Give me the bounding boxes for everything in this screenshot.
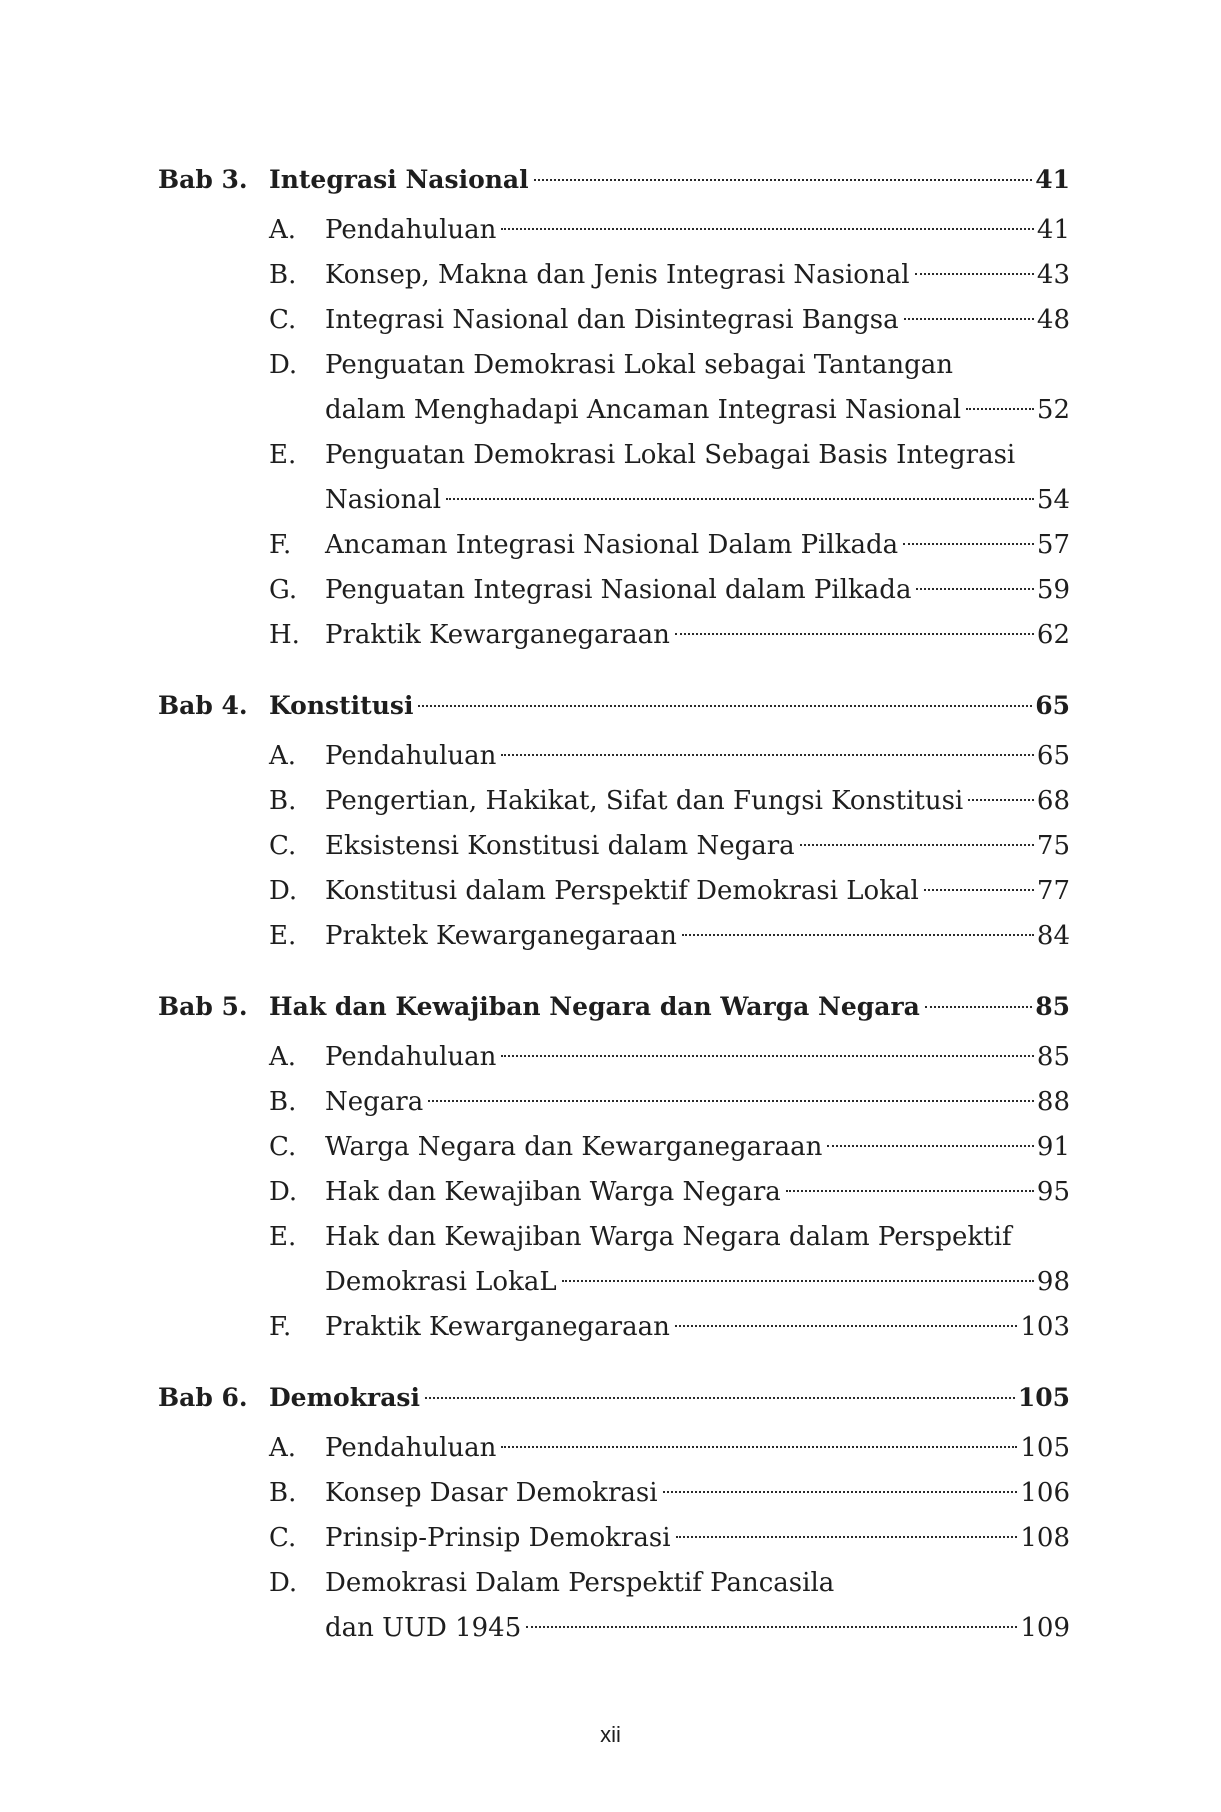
section-page: 52 xyxy=(1036,395,1070,425)
section-page: 59 xyxy=(1036,575,1070,605)
section-title: dalam Menghadapi Ancaman Integrasi Nasional xyxy=(325,395,962,425)
section-title-row xyxy=(325,523,1070,568)
section-body xyxy=(325,1170,1070,1215)
section-body xyxy=(325,914,1070,959)
section-entry xyxy=(158,779,1070,824)
section-letter: F. xyxy=(269,1312,292,1342)
section-title: Konsep Dasar Demokrasi xyxy=(325,1478,658,1508)
section-title-row xyxy=(325,1260,1070,1305)
dot-leader xyxy=(425,1397,1015,1399)
section-title-row xyxy=(325,1305,1070,1350)
dot-leader xyxy=(428,1100,1034,1102)
dot-leader xyxy=(915,273,1034,275)
section-title: Prinsip-Prinsip Demokrasi xyxy=(325,1523,671,1553)
section-body xyxy=(325,1035,1070,1080)
section-title-row xyxy=(325,914,1070,959)
section-title: Praktik Kewarganegaraan xyxy=(325,1312,670,1342)
section-title-row xyxy=(325,1606,1070,1651)
section-body xyxy=(325,1080,1070,1125)
section-body xyxy=(325,1561,1070,1651)
section-entry xyxy=(158,914,1070,959)
dot-leader xyxy=(682,934,1034,936)
section-page: 84 xyxy=(1036,921,1070,951)
section-title-row xyxy=(325,1080,1070,1125)
chapter-title: Integrasi Nasional xyxy=(269,165,529,194)
section-title-line: Penguatan Demokrasi Lokal Sebagai Basis Integrasi xyxy=(325,440,1016,470)
section-page: 98 xyxy=(1036,1267,1070,1297)
section-body xyxy=(325,568,1070,613)
section-letter: A. xyxy=(269,741,297,771)
section-letter: B. xyxy=(269,260,297,290)
section-body xyxy=(325,1305,1070,1350)
section-page: 62 xyxy=(1036,620,1070,650)
section-page: 103 xyxy=(1020,1312,1070,1342)
section-title-row xyxy=(325,1125,1070,1170)
section-title: Pendahuluan xyxy=(325,741,497,771)
chapter-number: Bab 4. xyxy=(158,691,248,720)
dot-leader xyxy=(904,318,1034,320)
dot-leader xyxy=(501,1446,1017,1448)
section-entry xyxy=(158,298,1070,343)
section-page: 57 xyxy=(1036,530,1070,560)
section-body xyxy=(325,523,1070,568)
section-body xyxy=(325,869,1070,914)
section-page: 77 xyxy=(1036,876,1070,906)
section-page: 95 xyxy=(1036,1177,1070,1207)
section-letter: A. xyxy=(269,215,297,245)
section-letter: C. xyxy=(269,1132,297,1162)
section-letter: G. xyxy=(269,575,298,605)
section-letter: C. xyxy=(269,831,297,861)
section-body xyxy=(325,1125,1070,1170)
section-title: Eksistensi Konstitusi dalam Negara xyxy=(325,831,795,861)
section-title: dan UUD 1945 xyxy=(325,1613,522,1643)
section-title: Pendahuluan xyxy=(325,1433,497,1463)
section-title: Pendahuluan xyxy=(325,1042,497,1072)
section-list xyxy=(158,1426,1070,1651)
section-title-row xyxy=(325,388,1070,433)
section-page: 54 xyxy=(1036,485,1070,515)
dot-leader xyxy=(526,1626,1017,1628)
section-page: 88 xyxy=(1036,1087,1070,1117)
chapter-heading xyxy=(158,160,1070,200)
dot-leader xyxy=(800,844,1034,846)
section-title: Warga Negara dan Kewarganegaraan xyxy=(325,1132,823,1162)
section-letter: E. xyxy=(269,440,297,470)
section-letter: B. xyxy=(269,786,297,816)
chapter-number: Bab 3. xyxy=(158,165,248,194)
section-entry xyxy=(158,208,1070,253)
section-title-row xyxy=(325,1471,1070,1516)
section-entry xyxy=(158,869,1070,914)
section-title-row xyxy=(325,1516,1070,1561)
chapter-title: Demokrasi xyxy=(269,1383,420,1412)
chapter-block xyxy=(158,1378,1070,1651)
dot-leader xyxy=(786,1190,1034,1192)
section-letter: D. xyxy=(269,350,298,380)
section-letter: B. xyxy=(269,1478,297,1508)
chapter-heading xyxy=(158,987,1070,1027)
page-number: xii xyxy=(600,1722,621,1747)
section-page: 108 xyxy=(1020,1523,1070,1553)
section-entry xyxy=(158,824,1070,869)
table-of-contents xyxy=(158,160,1070,1679)
section-title: Ancaman Integrasi Nasional Dalam Pilkada xyxy=(325,530,899,560)
section-body xyxy=(325,343,1070,433)
section-entry xyxy=(158,1516,1070,1561)
section-page: 109 xyxy=(1020,1613,1070,1643)
section-title: Pengertian, Hakikat, Sifat dan Fungsi Konstitusi xyxy=(325,786,964,816)
section-letter: D. xyxy=(269,1568,298,1598)
dot-leader xyxy=(675,633,1034,635)
section-title: Demokrasi LokaL xyxy=(325,1267,557,1297)
section-page: 85 xyxy=(1036,1042,1070,1072)
chapter-title: Konstitusi xyxy=(269,691,414,720)
chapter-page: 41 xyxy=(1035,165,1070,194)
section-list xyxy=(158,208,1070,658)
dot-leader xyxy=(663,1491,1018,1493)
chapter-block xyxy=(158,686,1070,959)
section-title-line: Penguatan Demokrasi Lokal sebagai Tantangan xyxy=(325,350,953,380)
dot-leader xyxy=(501,1055,1034,1057)
dot-leader xyxy=(916,588,1033,590)
section-title: Konstitusi dalam Perspektif Demokrasi Lokal xyxy=(325,876,919,906)
dot-leader xyxy=(501,228,1034,230)
dot-leader xyxy=(534,179,1033,181)
section-entry xyxy=(158,343,1070,433)
section-body xyxy=(325,1516,1070,1561)
chapter-page: 105 xyxy=(1017,1383,1070,1412)
section-page: 75 xyxy=(1036,831,1070,861)
section-entry xyxy=(158,1215,1070,1305)
section-title: Pendahuluan xyxy=(325,215,497,245)
section-page: 48 xyxy=(1036,305,1070,335)
section-body xyxy=(325,208,1070,253)
dot-leader xyxy=(676,1536,1018,1538)
section-title-row xyxy=(325,568,1070,613)
section-body xyxy=(325,253,1070,298)
section-page: 91 xyxy=(1036,1132,1070,1162)
chapter-heading xyxy=(158,686,1070,726)
section-entry xyxy=(158,568,1070,613)
dot-leader xyxy=(418,705,1032,707)
section-title-row xyxy=(325,734,1070,779)
section-list xyxy=(158,734,1070,959)
section-title: Penguatan Integrasi Nasional dalam Pilkada xyxy=(325,575,912,605)
dot-leader xyxy=(903,543,1034,545)
section-letter: D. xyxy=(269,1177,298,1207)
section-body xyxy=(325,1215,1070,1305)
section-page: 41 xyxy=(1036,215,1070,245)
section-title-row xyxy=(325,613,1070,658)
section-body xyxy=(325,1471,1070,1516)
section-title-row xyxy=(325,478,1070,523)
section-list xyxy=(158,1035,1070,1350)
section-title: Integrasi Nasional dan Disintegrasi Bangsa xyxy=(325,305,899,335)
section-entry xyxy=(158,1125,1070,1170)
section-entry xyxy=(158,1561,1070,1651)
section-entry xyxy=(158,613,1070,658)
dot-leader xyxy=(562,1280,1034,1282)
section-title-row xyxy=(325,824,1070,869)
section-title-line: Hak dan Kewajiban Warga Negara dalam Perspektif xyxy=(325,1222,1012,1252)
section-page: 43 xyxy=(1036,260,1070,290)
section-page: 106 xyxy=(1020,1478,1070,1508)
section-letter: D. xyxy=(269,876,298,906)
dot-leader xyxy=(925,1006,1032,1008)
section-letter: B. xyxy=(269,1087,297,1117)
section-page: 65 xyxy=(1036,741,1070,771)
section-entry xyxy=(158,253,1070,298)
section-title-row xyxy=(325,253,1070,298)
section-title-row xyxy=(325,869,1070,914)
section-entry xyxy=(158,1080,1070,1125)
section-title-row xyxy=(325,1170,1070,1215)
chapter-page: 85 xyxy=(1035,992,1070,1021)
section-title: Konsep, Makna dan Jenis Integrasi Nasional xyxy=(325,260,910,290)
section-page: 68 xyxy=(1036,786,1070,816)
section-letter: F. xyxy=(269,530,292,560)
section-body xyxy=(325,298,1070,343)
section-title: Nasional xyxy=(325,485,442,515)
section-body xyxy=(325,1426,1070,1471)
section-letter: E. xyxy=(269,1222,297,1252)
section-title-row xyxy=(325,1035,1070,1080)
section-entry xyxy=(158,1305,1070,1350)
chapter-number: Bab 5. xyxy=(158,992,248,1021)
dot-leader xyxy=(966,408,1034,410)
section-entry xyxy=(158,1035,1070,1080)
section-letter: E. xyxy=(269,921,297,951)
section-body xyxy=(325,433,1070,523)
section-title: Praktik Kewarganegaraan xyxy=(325,620,670,650)
chapter-heading xyxy=(158,1378,1070,1418)
section-letter: A. xyxy=(269,1433,297,1463)
section-title: Praktek Kewarganegaraan xyxy=(325,921,677,951)
chapter-block xyxy=(158,160,1070,658)
chapter-number: Bab 6. xyxy=(158,1383,248,1412)
dot-leader xyxy=(924,889,1034,891)
dot-leader xyxy=(968,799,1034,801)
section-body xyxy=(325,824,1070,869)
section-letter: H. xyxy=(269,620,300,650)
section-title-row xyxy=(325,208,1070,253)
section-letter: C. xyxy=(269,305,297,335)
section-entry xyxy=(158,1170,1070,1215)
section-entry xyxy=(158,734,1070,779)
section-body xyxy=(325,734,1070,779)
dot-leader xyxy=(501,754,1034,756)
dot-leader xyxy=(827,1145,1034,1147)
section-title-line: Demokrasi Dalam Perspektif Pancasila xyxy=(325,1568,835,1598)
section-entry xyxy=(158,433,1070,523)
section-title-row xyxy=(325,779,1070,824)
section-letter: C. xyxy=(269,1523,297,1553)
section-entry xyxy=(158,1471,1070,1516)
chapter-page: 65 xyxy=(1035,691,1070,720)
dot-leader xyxy=(446,498,1034,500)
section-body xyxy=(325,779,1070,824)
dot-leader xyxy=(675,1325,1018,1327)
section-page: 105 xyxy=(1020,1433,1070,1463)
section-letter: A. xyxy=(269,1042,297,1072)
section-title: Hak dan Kewajiban Warga Negara xyxy=(325,1177,781,1207)
section-body xyxy=(325,613,1070,658)
section-title-row xyxy=(325,298,1070,343)
chapter-title: Hak dan Kewajiban Negara dan Warga Negara xyxy=(269,992,920,1021)
section-title: Negara xyxy=(325,1087,424,1117)
section-title-row xyxy=(325,1426,1070,1471)
section-entry xyxy=(158,1426,1070,1471)
section-entry xyxy=(158,523,1070,568)
chapter-block xyxy=(158,987,1070,1350)
